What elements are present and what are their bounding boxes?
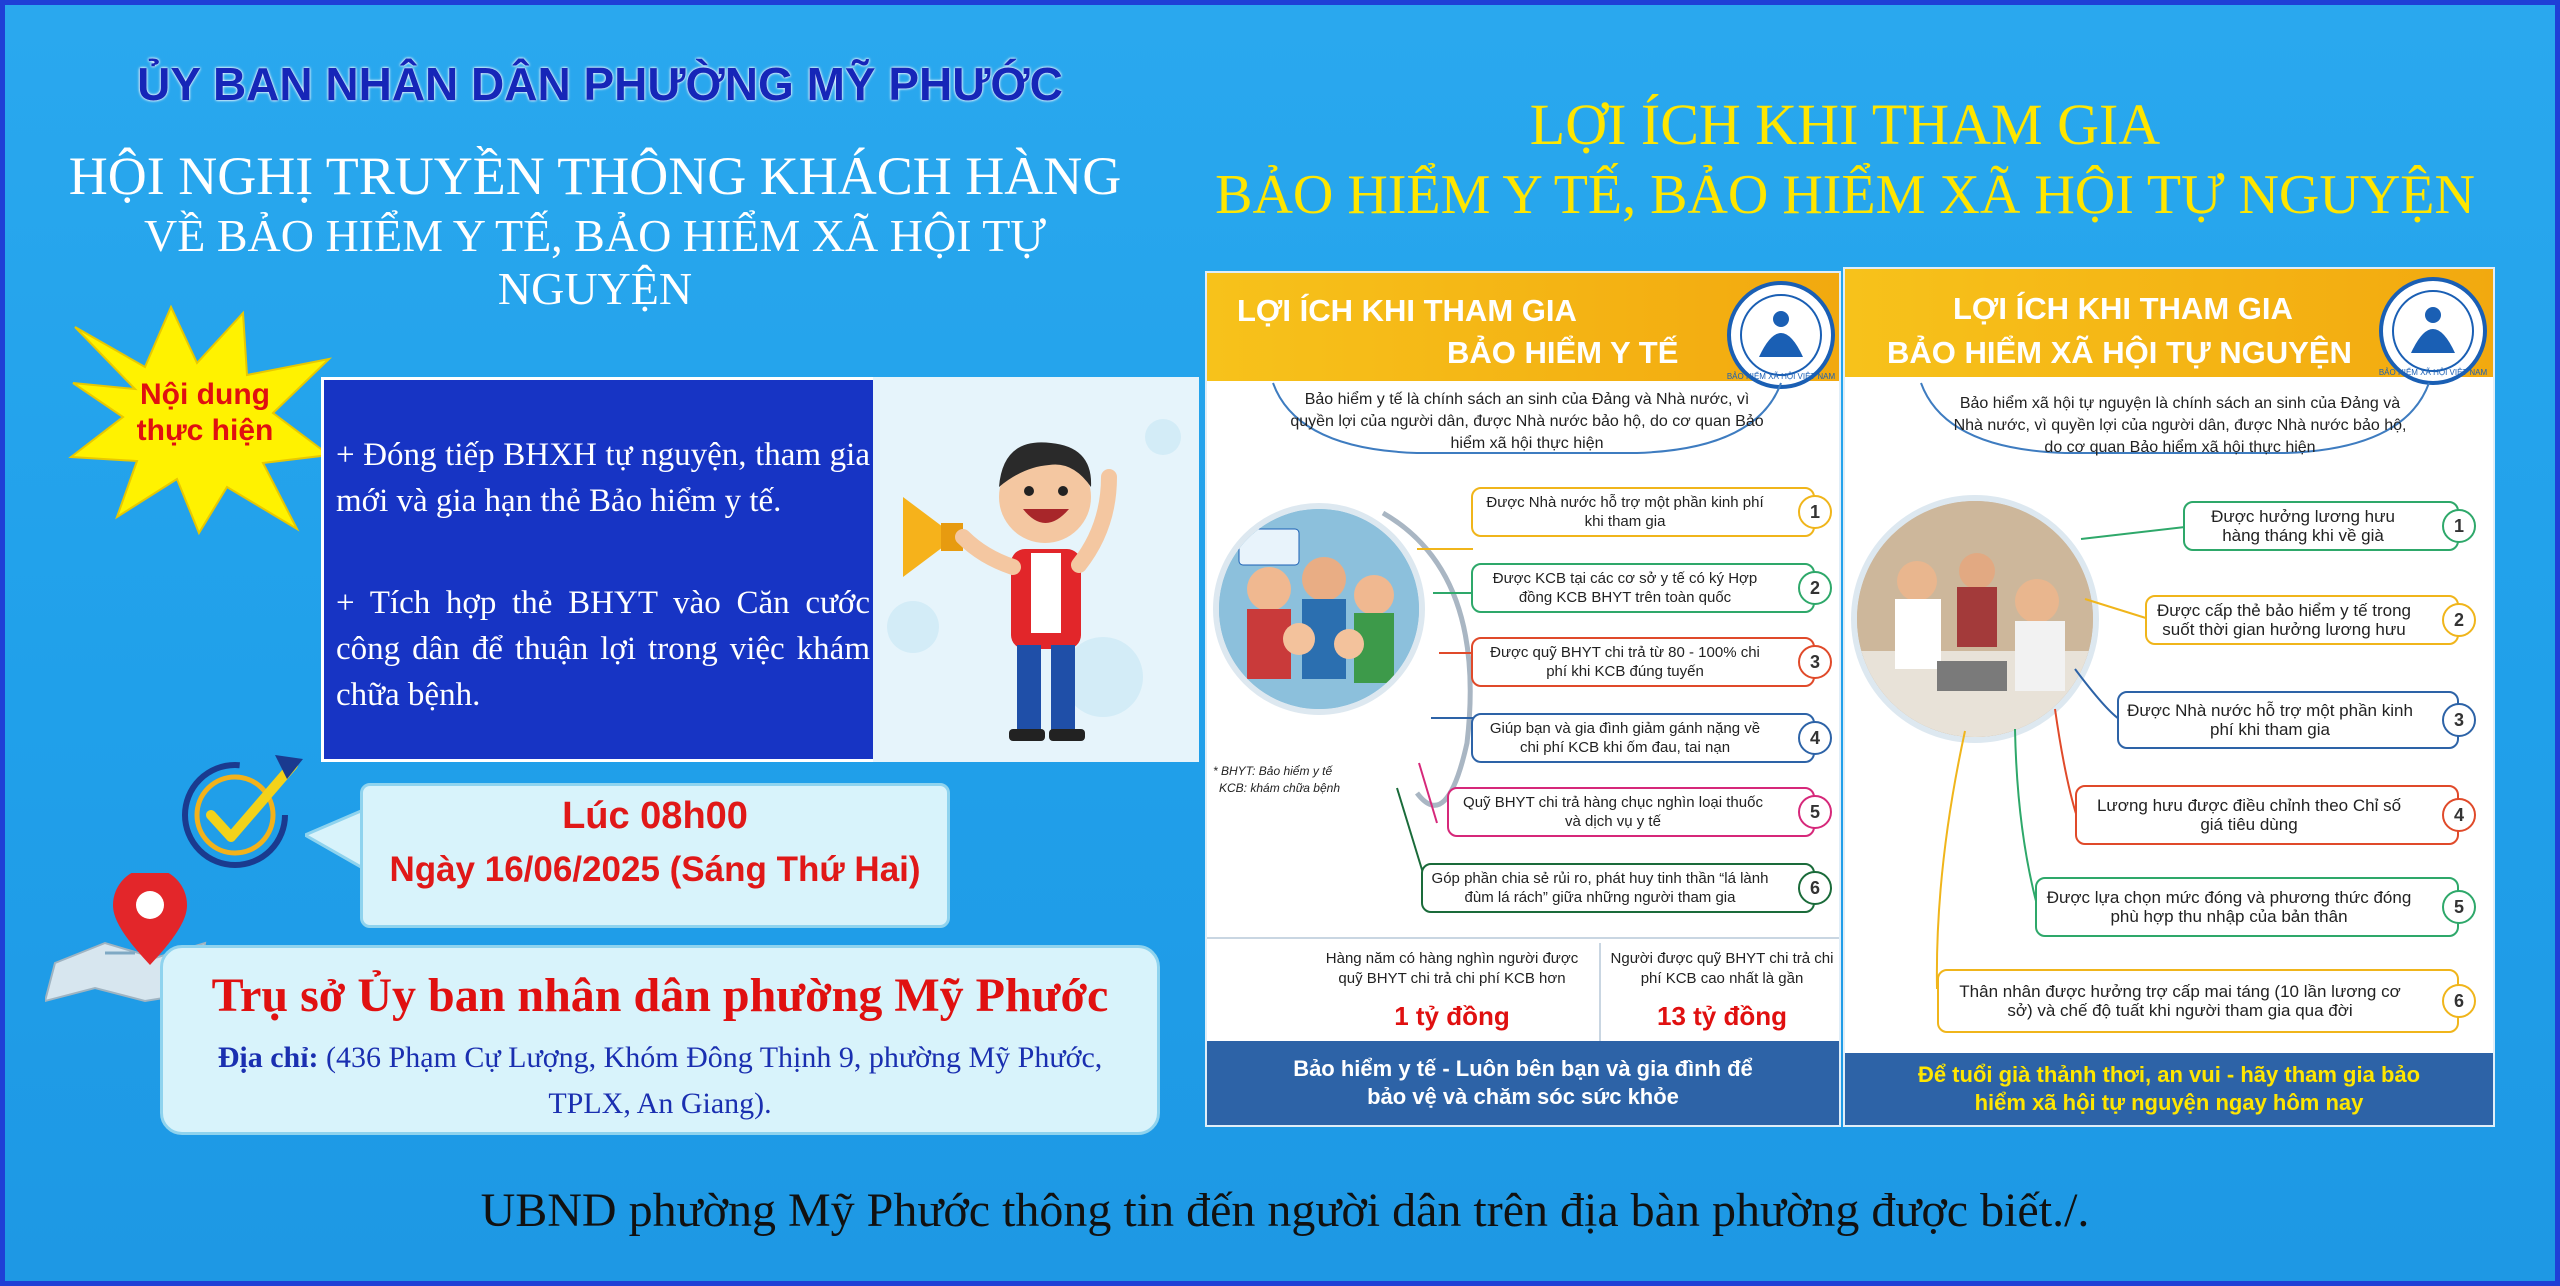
- poster-footer: Bảo hiểm y tế - Luôn bên bạn và gia đình để bảo vệ và chăm sóc sức khỏe: [1207, 1041, 1839, 1125]
- benefit-number-text: 1: [1809, 501, 1820, 522]
- bottom-note: UBND phường Mỹ Phước thông tin đến người dân trên địa bàn phường được biết./.: [480, 1184, 2090, 1237]
- stat2-text: Người được quỹ BHYT chi trả chi phí KCB cao nhất là gần: [1610, 950, 1834, 987]
- social-benefit-2: [2145, 595, 2464, 645]
- benefit-text: Thân nhân được hưởng trợ cấp mai táng (10 lần lương cơ sở) và chế độ tuất khi người tham gia qua đời: [1959, 982, 2401, 1020]
- benefit-number-text: 5: [2453, 896, 2464, 917]
- benefit-number: [1798, 645, 1832, 679]
- stat2-value: 13 tỷ đồng: [1656, 1001, 1787, 1031]
- badge-label: [115, 377, 295, 449]
- logo-text: BẢO HIỂM XÃ HỘI VIỆT NAM: [2378, 368, 2488, 377]
- benefit-number-text: 2: [2453, 609, 2464, 630]
- benefit-number-text: 6: [1809, 877, 1820, 898]
- divider: [1207, 937, 1841, 939]
- social-benefit-6: [1937, 969, 2464, 1033]
- location-address: [205, 1035, 1115, 1127]
- benefit-text: Được Nhà nước hỗ trợ một phần kinh phí khi tham gia: [1486, 494, 1764, 530]
- social-benefit-3: [2117, 691, 2464, 749]
- health-benefit-5: [1447, 787, 1820, 837]
- address-label: Địa chỉ:: [217, 1041, 319, 1074]
- benefit-text: Được hưởng lương hưu hàng tháng khi về già: [2211, 507, 2395, 545]
- benefit-number-text: 4: [2453, 804, 2464, 825]
- poster-header-line2: BẢO HIỂM XÃ HỘI TỰ NGUYỆN: [1887, 335, 2352, 370]
- location-title: Trụ sở Ủy ban nhân dân phường Mỹ Phước: [211, 969, 1109, 1022]
- benefit-text: Được lựa chọn mức đóng và phương thức đóng phù hợp thu nhập của bản thân: [2046, 888, 2412, 926]
- benefit-number: [1798, 495, 1832, 529]
- benefit-number-text: 2: [1809, 577, 1820, 598]
- poster-intro: Bảo hiểm xã hội tự nguyện là chính sách an sinh của Đảng và Nhà nước, vì quyền lợi của người dân, được Nhà nước bảo hộ, do cơ quan Bảo hiểm xã hội thực hiện: [1953, 395, 2407, 456]
- health-benefit-3: [1471, 637, 1820, 687]
- social-benefit-1: [2183, 501, 2464, 551]
- organization-title: ỦY BAN NHÂN DÂN PHƯỜNG MỸ PHƯỚC: [137, 58, 1063, 110]
- content-box: [321, 377, 881, 762]
- footnote-line1: * BHYT: Bảo hiểm y tế: [1213, 764, 1333, 778]
- footnote: [1213, 763, 1363, 797]
- event-time: Lúc 08h00: [562, 795, 748, 837]
- benefit-number: [1798, 571, 1832, 605]
- benefit-number-text: 3: [2453, 709, 2464, 730]
- benefit-number: [2442, 603, 2476, 637]
- benefit-number-text: 1: [2453, 515, 2464, 536]
- content-item-2: + Tích hợp thẻ BHYT vào Căn cước công dân để thuận lợi trong việc khám chữa bệnh.: [336, 585, 870, 713]
- health-benefit-2: [1471, 563, 1820, 613]
- benefit-number: [2442, 798, 2476, 832]
- stat1-text: Hàng năm có hàng nghìn người được quỹ BHYT chi trả chi phí KCB hơn: [1325, 950, 1579, 987]
- conference-title-line2: VỀ BẢO HIỂM Y TẾ, BẢO HIỂM XÃ HỘI TỰ NGUYỆN: [144, 210, 1046, 314]
- benefit-number: [2442, 890, 2476, 924]
- badge-line1: Nội dung: [140, 378, 270, 411]
- benefits-heading-line1: LỢI ÍCH KHI THAM GIA: [1529, 92, 2161, 157]
- logo-text: BẢO HIỂM XÃ HỘI VIỆT NAM: [1726, 372, 1836, 381]
- benefit-text: Được cấp thẻ bảo hiểm y tế trong suốt thời gian hưởng lương hưu: [2156, 601, 2412, 639]
- benefit-text: Được Nhà nước hỗ trợ một phần kinh phí khi tham gia: [2127, 701, 2413, 739]
- health-insurance-poster: [1205, 271, 1841, 1127]
- benefit-number: [2442, 509, 2476, 543]
- benefit-text: Được quỹ BHYT chi trả từ 80 - 100% chi phí khi KCB đúng tuyến: [1490, 644, 1760, 680]
- benefit-text: Góp phần chia sẻ rủi ro, phát huy tinh thần “lá lành đùm lá rách” giữa những người tham gia: [1431, 870, 1769, 906]
- social-benefit-4: [2075, 785, 2464, 845]
- clock-check-icon: [175, 745, 310, 880]
- event-date: Ngày 16/06/2025 (Sáng Thứ Hai): [389, 850, 921, 889]
- health-benefit-4: [1471, 713, 1820, 763]
- benefit-number-text: 6: [2453, 990, 2464, 1011]
- health-benefit-1: [1471, 487, 1820, 537]
- address-text: (436 Phạm Cự Lượng, Khóm Đông Thịnh 9, phường Mỹ Phước, TPLX, An Giang).: [318, 1041, 1103, 1120]
- social-benefit-5: [2035, 877, 2464, 937]
- megaphone-man-illustration: [873, 377, 1199, 762]
- benefits-heading-line2: BẢO HIỂM Y TẾ, BẢO HIỂM XÃ HỘI TỰ NGUYỆN: [1215, 164, 2475, 226]
- benefit-number-text: 3: [1809, 651, 1820, 672]
- content-item-1: + Đóng tiếp BHXH tự nguyện, tham gia mới và gia hạn thẻ Bảo hiểm y tế.: [336, 437, 870, 519]
- badge-line2: thực hiện: [136, 414, 274, 447]
- benefit-number-text: 4: [1809, 727, 1820, 748]
- benefit-text: Được KCB tại các cơ sở y tế có ký Hợp đồng KCB BHYT trên toàn quốc: [1492, 570, 1758, 606]
- poster-header-line1: LỢI ÍCH KHI THAM GIA: [1237, 293, 1577, 328]
- benefit-number-text: 5: [1809, 801, 1820, 822]
- conference-title-line1: HỘI NGHỊ TRUYỀN THÔNG KHÁCH HÀNG: [68, 146, 1122, 206]
- footnote-line2: KCB: khám chữa bệnh: [1219, 781, 1341, 795]
- poster-intro: Bảo hiểm y tế là chính sách an sinh của Đảng và Nhà nước, vì quyền lợi của người dân, được Nhà nước bảo hộ, do cơ quan Bảo hiểm xã hội thực hiện: [1290, 391, 1764, 452]
- benefit-text: Quỹ BHYT chi trả hàng chục nghìn loại thuốc và dịch vụ y tế: [1463, 794, 1763, 830]
- benefit-number: [1798, 721, 1832, 755]
- poster-header-line1: LỢI ÍCH KHI THAM GIA: [1953, 291, 2293, 326]
- benefit-text: Lương hưu được điều chỉnh theo Chỉ số giá tiêu dùng: [2096, 796, 2402, 834]
- benefit-number: [1798, 795, 1832, 829]
- divider: [1599, 943, 1601, 1043]
- benefit-text: Giúp bạn và gia đình giảm gánh nặng về chi phí KCB khi ốm đau, tai nạn: [1489, 720, 1761, 756]
- poster-header-line2: BẢO HIỂM Y TẾ: [1447, 335, 1679, 370]
- benefit-number: [2442, 703, 2476, 737]
- poster-footer: Để tuổi già thảnh thơi, an vui - hãy tham gia bảo hiểm xã hội tự nguyện ngay hôm nay: [1845, 1053, 2493, 1125]
- benefit-number: [1798, 871, 1832, 905]
- health-benefit-6: [1421, 863, 1820, 913]
- benefit-number: [2442, 984, 2476, 1018]
- voluntary-social-insurance-poster: [1843, 267, 2495, 1127]
- stat1-value: 1 tỷ đồng: [1394, 1001, 1510, 1031]
